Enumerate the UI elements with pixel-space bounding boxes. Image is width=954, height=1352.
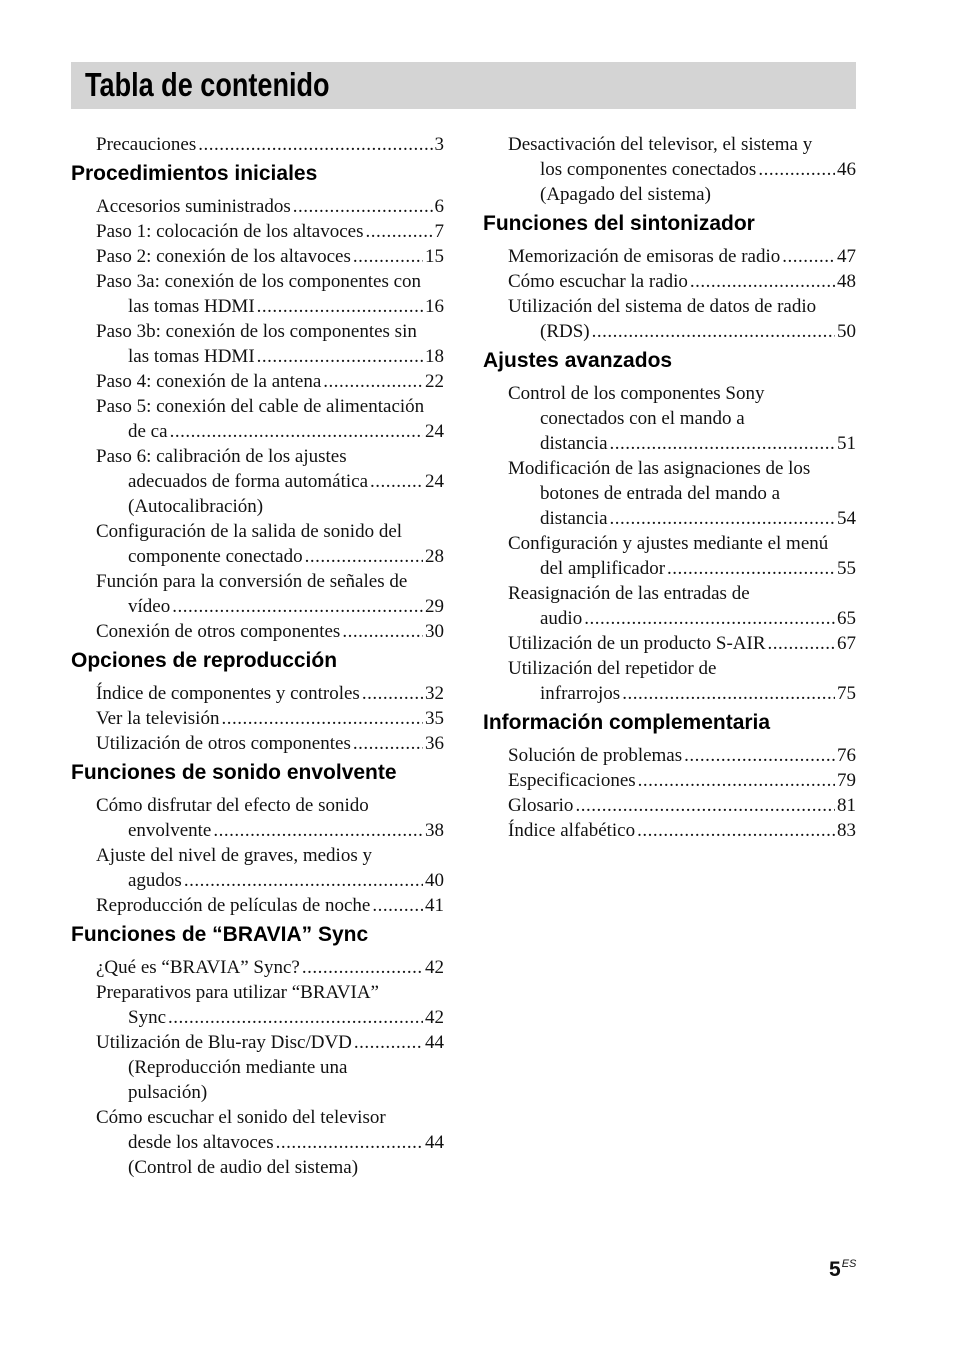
toc-page-number: 50 <box>837 321 856 342</box>
toc-entry-line <box>96 219 444 244</box>
toc-entry[interactable] <box>508 294 856 344</box>
toc-entry-line <box>96 394 444 419</box>
toc-entry-line <box>96 419 444 444</box>
toc-entry[interactable] <box>508 656 856 706</box>
toc-entry-text: Índice alfabético <box>508 820 636 841</box>
toc-entry-text: agudos <box>128 870 182 891</box>
toc-entry[interactable] <box>96 793 444 843</box>
toc-page-number: 3 <box>434 134 444 155</box>
page-number <box>829 1258 856 1282</box>
toc-entry-line <box>96 269 444 294</box>
toc-entry[interactable] <box>508 381 856 456</box>
toc-entry-text: Paso 2: conexión de los altavoces <box>96 246 351 267</box>
toc-entry-text: Configuración de la salida de sonido del <box>96 521 403 542</box>
dot-leader <box>354 1030 423 1055</box>
toc-entry[interactable] <box>96 132 444 157</box>
dot-leader <box>782 244 835 269</box>
toc-entry-line <box>508 656 856 681</box>
toc-page-number: 16 <box>425 296 444 317</box>
toc-entry-line <box>96 1130 444 1155</box>
toc-page-number: 67 <box>837 633 856 654</box>
section-heading-opciones-de-reproduccion: Opciones de reproducción <box>71 649 338 672</box>
toc-entry-line <box>508 157 856 182</box>
dot-leader <box>684 743 835 768</box>
toc-entry-line <box>96 469 444 494</box>
toc-entry-text: (Control de audio del sistema) <box>128 1157 359 1178</box>
toc-entry-text: Preparativos para utilizar “BRAVIA” <box>96 982 379 1003</box>
toc-entry-text: (Apagado del sistema) <box>540 184 711 205</box>
dot-leader <box>168 1005 423 1030</box>
toc-entry-text: Reasignación de las entradas de <box>508 583 750 604</box>
toc-entry-text: Solución de problemas <box>508 745 683 766</box>
toc-entry-line <box>96 194 444 219</box>
toc-entry-text: Índice de componentes y controles <box>96 683 360 704</box>
toc-entry-text: ¿Qué es “BRAVIA” Sync? <box>96 957 300 978</box>
toc-entry-line <box>508 381 856 406</box>
dot-leader <box>366 219 433 244</box>
dot-leader <box>667 556 835 581</box>
toc-page-number: 54 <box>837 508 856 529</box>
toc-entry-line <box>508 606 856 631</box>
toc-entry-line <box>96 706 444 731</box>
toc-page-number: 48 <box>837 271 856 292</box>
dot-leader <box>323 369 423 394</box>
toc-entry-line <box>508 581 856 606</box>
toc-page-number: 81 <box>837 795 856 816</box>
toc-entry-text: Paso 4: conexión de la antena <box>96 371 322 392</box>
toc-entry-text: (RDS) <box>540 321 590 342</box>
toc-entry-text: las tomas HDMI <box>128 296 255 317</box>
dot-leader <box>276 1130 423 1155</box>
toc-entry-line <box>508 768 856 793</box>
toc-entry-text: Utilización del repetidor de <box>508 658 717 679</box>
dot-leader <box>172 594 423 619</box>
toc-entry-text: distancia <box>540 433 608 454</box>
toc-entry-line <box>96 1055 444 1080</box>
dot-leader <box>690 269 835 294</box>
toc-entry-text: Utilización de Blu-ray Disc/DVD <box>96 1032 352 1053</box>
toc-entry-line <box>96 1005 444 1030</box>
toc-entry-line <box>508 793 856 818</box>
toc-entry[interactable] <box>96 1030 444 1105</box>
toc-entry[interactable] <box>508 743 856 768</box>
dot-leader <box>637 818 835 843</box>
toc-page-number: 79 <box>837 770 856 791</box>
dot-leader <box>184 868 423 893</box>
toc-entry-line <box>96 132 444 157</box>
toc-entry-text: Utilización de otros componentes <box>96 733 351 754</box>
toc-entry-line <box>508 456 856 481</box>
toc-entry-line <box>508 506 856 531</box>
dot-leader <box>622 681 835 706</box>
toc-entry-text: Paso 5: conexión del cable de alimentación <box>96 396 425 417</box>
toc-entry[interactable] <box>508 244 856 269</box>
toc-entry-line <box>508 556 856 581</box>
toc-entry-line <box>96 893 444 918</box>
toc-page-number: 83 <box>837 820 856 841</box>
dot-leader <box>257 294 423 319</box>
toc-entry-text: los componentes conectados <box>540 159 757 180</box>
toc-entry-text: Paso 3b: conexión de los componentes sin <box>96 321 417 342</box>
dot-leader <box>293 194 433 219</box>
section-heading-ajustes-avanzados: Ajustes avanzados <box>483 349 673 372</box>
dot-leader <box>584 606 835 631</box>
section-heading-funciones-de-sonido-envolvente: Funciones de sonido envolvente <box>71 761 397 784</box>
toc-page-number: 75 <box>837 683 856 704</box>
toc-entry[interactable] <box>508 531 856 581</box>
toc-entry-text: las tomas HDMI <box>128 346 255 367</box>
toc-entry-text: botones de entrada del mando a <box>540 483 781 504</box>
toc-entry[interactable] <box>508 581 856 631</box>
toc-entry-text: (Autocalibración) <box>128 496 264 517</box>
toc-entry-text: Accesorios suministrados <box>96 196 291 217</box>
section-heading-informacion-complementaria: Información complementaria <box>483 711 771 734</box>
toc-entry-line <box>508 182 856 207</box>
toc-entry-text: Paso 6: calibración de los ajustes <box>96 446 347 467</box>
toc-entry-line <box>96 569 444 594</box>
toc-entry-text: Desactivación del televisor, el sistema y <box>508 134 813 155</box>
toc-page-number: 40 <box>425 870 444 891</box>
toc-entry-text: Función para la conversión de señales de <box>96 571 408 592</box>
toc-entry[interactable] <box>508 768 856 793</box>
toc-entry[interactable] <box>96 706 444 731</box>
toc-entry-line <box>96 980 444 1005</box>
toc-page-number: 15 <box>425 246 444 267</box>
toc-entry-line <box>508 132 856 157</box>
toc-entry[interactable] <box>96 319 444 369</box>
toc-entry-line <box>96 793 444 818</box>
toc-page-number: 41 <box>425 895 444 916</box>
toc-entry-line <box>96 344 444 369</box>
dot-leader <box>370 469 423 494</box>
dot-leader <box>768 631 835 656</box>
toc-entry-text: Ver la televisión <box>96 708 220 729</box>
toc-page-number: 30 <box>425 621 444 642</box>
toc-entry-line <box>96 818 444 843</box>
toc-entry-line <box>96 619 444 644</box>
toc-entry-text: Paso 3a: conexión de los componentes con <box>96 271 422 292</box>
toc-entry-text: Precauciones <box>96 134 197 155</box>
toc-entry-text: vídeo <box>128 596 171 617</box>
dot-leader <box>610 506 835 531</box>
toc-page-number: 35 <box>425 708 444 729</box>
toc-page-number: 38 <box>425 820 444 841</box>
dot-leader <box>342 619 423 644</box>
toc-page-number: 32 <box>425 683 444 704</box>
toc-page-number: 24 <box>425 471 444 492</box>
toc-entry[interactable] <box>508 818 856 843</box>
section-heading-funciones-de-bravia-sync: Funciones de “BRAVIA” Sync <box>71 923 369 946</box>
toc-entry-line <box>508 269 856 294</box>
toc-entry-text: Sync <box>128 1007 166 1028</box>
toc-entry-line <box>96 843 444 868</box>
toc-entry-line <box>508 481 856 506</box>
toc-entry-text: Ajuste del nivel de graves, medios y <box>96 845 372 866</box>
toc-entry[interactable] <box>96 843 444 893</box>
toc-entry[interactable] <box>96 569 444 619</box>
dot-leader <box>170 419 423 444</box>
dot-leader <box>302 955 423 980</box>
toc-page-number: 28 <box>425 546 444 567</box>
toc-entry-text: conectados con el mando a <box>540 408 745 429</box>
toc-entry-text: desde los altavoces <box>128 1132 274 1153</box>
toc-page-number: 42 <box>425 1007 444 1028</box>
toc-entry-text: distancia <box>540 508 608 529</box>
toc-page-number: 36 <box>425 733 444 754</box>
toc-entry[interactable] <box>96 394 444 444</box>
toc-entry-text: Cómo escuchar el sonido del televisor <box>96 1107 386 1128</box>
toc-entry-line <box>96 494 444 519</box>
toc-entry[interactable] <box>96 194 444 219</box>
page-number-suffix: ES <box>841 1258 857 1270</box>
toc-right-column <box>483 132 856 843</box>
toc-page-number: 76 <box>837 745 856 766</box>
toc-entry-text: Cómo disfrutar del efecto de sonido <box>96 795 369 816</box>
dot-leader <box>353 244 423 269</box>
toc-page-number: 47 <box>837 246 856 267</box>
toc-entry[interactable] <box>508 132 856 207</box>
toc-page-number: 24 <box>425 421 444 442</box>
toc-page-number: 51 <box>837 433 856 454</box>
toc-entry[interactable] <box>508 631 856 656</box>
toc-page-number: 29 <box>425 596 444 617</box>
toc-entry-line <box>508 531 856 556</box>
toc-entry-line <box>508 818 856 843</box>
toc-entry-line <box>96 294 444 319</box>
title-bar <box>71 62 856 109</box>
toc-entry-text: de ca <box>128 421 168 442</box>
toc-entry-text: adecuados de forma automática <box>128 471 369 492</box>
dot-leader <box>362 681 423 706</box>
toc-page-number: 42 <box>425 957 444 978</box>
toc-entry-line <box>96 244 444 269</box>
toc-entry-text: pulsación) <box>128 1082 208 1103</box>
dot-leader <box>592 319 835 344</box>
toc-entry-text: componente conectado <box>128 546 303 567</box>
toc-entry-text: Conexión de otros componentes <box>96 621 341 642</box>
toc-entry-text: Control de los componentes Sony <box>508 383 765 404</box>
toc-entry-line <box>96 444 444 469</box>
toc-page-number: 44 <box>425 1132 444 1153</box>
section-heading-procedimientos-iniciales: Procedimientos iniciales <box>71 162 318 185</box>
toc-entry-line <box>96 319 444 344</box>
toc-entry[interactable] <box>508 456 856 531</box>
toc-page-number: 46 <box>837 159 856 180</box>
toc-entry-line <box>96 681 444 706</box>
dot-leader <box>638 768 835 793</box>
toc-entry-line <box>508 244 856 269</box>
toc-entry-line <box>508 294 856 319</box>
dot-leader <box>305 544 423 569</box>
toc-entry[interactable] <box>96 269 444 319</box>
toc-entry-text: Cómo escuchar la radio <box>508 271 688 292</box>
toc-entry[interactable] <box>508 793 856 818</box>
toc-entry-text: infrarrojos <box>540 683 621 704</box>
toc-entry-text: Memorización de emisoras de radio <box>508 246 781 267</box>
toc-entry-text: Reproducción de películas de noche <box>96 895 371 916</box>
toc-entry-line <box>96 369 444 394</box>
toc-entry-text: Utilización de un producto S-AIR <box>508 633 766 654</box>
toc-entry[interactable] <box>96 444 444 519</box>
dot-leader <box>372 893 423 918</box>
toc-entry-text: (Reproducción mediante una <box>128 1057 348 1078</box>
toc-entry-text: audio <box>540 608 583 629</box>
toc-page-number: 6 <box>434 196 444 217</box>
toc-page-number: 55 <box>837 558 856 579</box>
toc-entry[interactable] <box>96 955 444 980</box>
toc-entry-line <box>96 1030 444 1055</box>
toc-entry-line <box>96 1105 444 1130</box>
toc-entry-line <box>96 594 444 619</box>
dot-leader <box>257 344 423 369</box>
dot-leader <box>610 431 835 456</box>
toc-entry[interactable] <box>96 219 444 244</box>
toc-page-number: 22 <box>425 371 444 392</box>
page-number-value: 5 <box>829 1258 841 1281</box>
toc-entry-line <box>508 431 856 456</box>
toc-entry-line <box>96 1155 444 1180</box>
section-heading-funciones-del-sintonizador: Funciones del sintonizador <box>483 212 755 235</box>
dot-leader <box>575 793 835 818</box>
toc-entry[interactable] <box>96 244 444 269</box>
toc-entry[interactable] <box>96 681 444 706</box>
dot-leader <box>758 157 835 182</box>
toc-entry-line <box>96 868 444 893</box>
dot-leader <box>353 731 423 756</box>
toc-page-number: 7 <box>434 221 444 242</box>
toc-entry-text: envolvente <box>128 820 212 841</box>
toc-page-number: 65 <box>837 608 856 629</box>
toc-entry-text: Utilización del sistema de datos de radio <box>508 296 817 317</box>
toc-entry-line <box>508 319 856 344</box>
toc-entry-line <box>508 631 856 656</box>
toc-entry-text: del amplificador <box>540 558 666 579</box>
toc-entry[interactable] <box>96 369 444 394</box>
toc-entry-line <box>508 681 856 706</box>
toc-entry[interactable] <box>96 619 444 644</box>
toc-entry-line <box>96 519 444 544</box>
toc-entry-line <box>508 743 856 768</box>
toc-entry-line <box>96 544 444 569</box>
toc-entry[interactable] <box>96 519 444 569</box>
toc-entry-text: Glosario <box>508 795 574 816</box>
toc-entry[interactable] <box>96 1105 444 1180</box>
toc-left-column <box>71 132 444 1180</box>
toc-entry-text: Especificaciones <box>508 770 636 791</box>
toc-entry-text: Modificación de las asignaciones de los <box>508 458 811 479</box>
dot-leader <box>198 132 432 157</box>
toc-entry-text: Configuración y ajustes mediante el menú <box>508 533 829 554</box>
toc-entry[interactable] <box>96 980 444 1030</box>
toc-entry[interactable] <box>508 269 856 294</box>
toc-entry-text: Paso 1: colocación de los altavoces <box>96 221 364 242</box>
dot-leader <box>213 818 423 843</box>
toc-entry-line <box>96 955 444 980</box>
toc-page-number: 18 <box>425 346 444 367</box>
toc-page-number: 44 <box>425 1032 444 1053</box>
page-title: Tabla de contenido <box>85 66 330 103</box>
toc-entry-line <box>508 406 856 431</box>
toc-entry[interactable] <box>96 731 444 756</box>
toc-entry-line <box>96 731 444 756</box>
toc-entry-line <box>96 1080 444 1105</box>
dot-leader <box>221 706 423 731</box>
toc-entry[interactable] <box>96 893 444 918</box>
